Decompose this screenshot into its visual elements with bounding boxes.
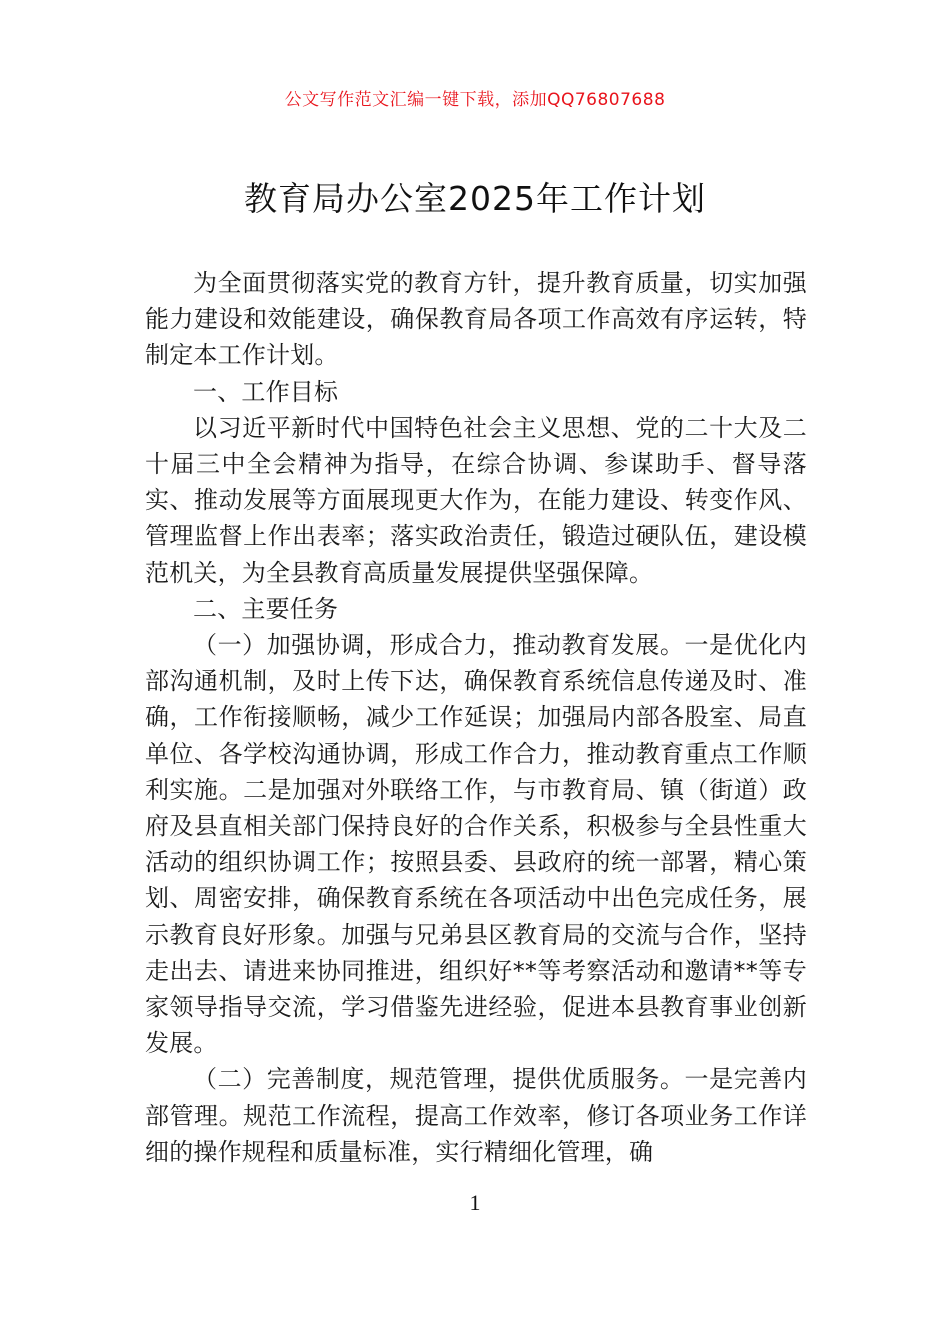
goals-paragraph: 以习近平新时代中国特色社会主义思想、党的二十大及二十届三中全会精神为指导，在综合协调、参谋助手、督导落实、推动发展等方面展现更大作为，在能力建设、转变作风、管理监督上作出表率；落实政治责任，锻造过硬队伍，建设模范机关，为全县教育高质量发展提供坚强保障。 xyxy=(145,413,807,587)
intro-paragraph: 为全面贯彻落实党的教育方针，提升教育质量，切实加强能力建设和效能建设，确保教育局各项工作高效有序运转，特制定本工作计划。 xyxy=(145,269,807,370)
section-heading-goals: 一、工作目标 xyxy=(193,377,339,406)
document-body xyxy=(145,265,807,1170)
task-one-paragraph: （一）加强协调，形成合力，推动教育发展。一是优化内部沟通机制，及时上传下达，确保教育系统信息传递及时、准确，工作衔接顺畅，减少工作延误；加强局内部各股室、局直单位、各学校沟通协调，形成工作合力，推动教育重点工作顺利实施。二是加强对外联络工作，与市教育局、镇（街道）政府及县直相关部门保持良好的合作关系，积极参与全县性重大活动的组织协调工作；按照县委、县政府的统一部署，精心策划、周密安排，确保教育系统在各项活动中出色完成任务，展示教育良好形象。加强与兄弟县区教育局的交流与合作，坚持走出去、请进来协同推进，组织好**等考察活动和邀请**等专家领导指导交流，学习借鉴先进经验，促进本县教育事业创新发展。 xyxy=(145,631,807,1058)
document-title: 教育局办公室2025年工作计划 xyxy=(244,179,706,218)
page-number: 1 xyxy=(469,1190,481,1215)
task-two-paragraph: （二）完善制度，规范管理，提供优质服务。一是完善内部管理。规范工作流程，提高工作效率，修订各项业务工作详细的操作规程和质量标准，实行精细化管理，确 xyxy=(145,1065,807,1166)
section-heading-tasks: 二、主要任务 xyxy=(193,594,339,623)
header-promo-text: 公文写作范文汇编一键下载，添加QQ76807688 xyxy=(284,90,666,110)
